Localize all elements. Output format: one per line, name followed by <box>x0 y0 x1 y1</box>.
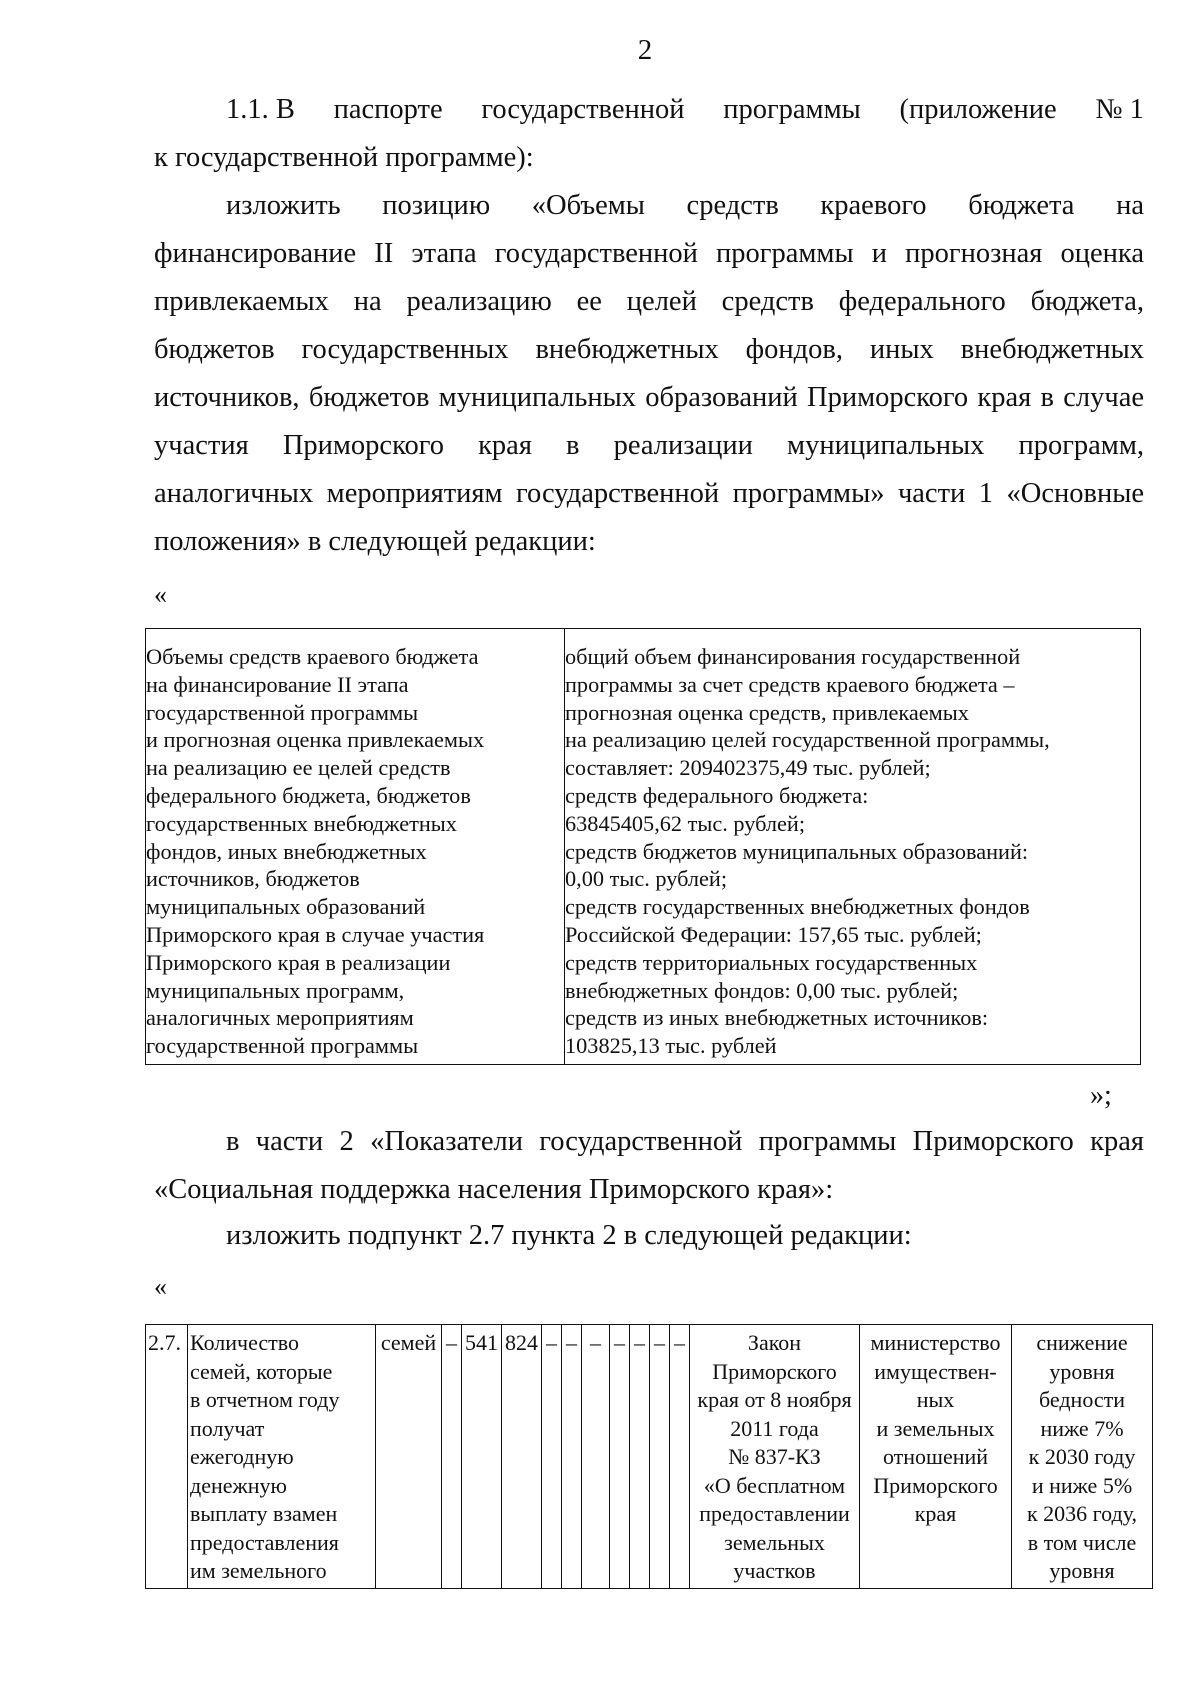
indicator-value: – <box>562 1325 582 1589</box>
passport-left-line: государственной программы <box>146 1033 419 1059</box>
passport-left-line: Приморского края в случае участия <box>146 921 485 947</box>
paragraph-1-word: государственной <box>481 94 685 125</box>
indicator-law-line: предоставлении <box>699 1501 850 1526</box>
indicator-number: 2.7. <box>146 1325 188 1589</box>
passport-left-line: государственной программы <box>146 699 419 725</box>
indicator-value: 541 <box>462 1325 502 1589</box>
page-number: 2 <box>637 34 653 66</box>
passport-right-line: общий объем финансирования государственной <box>565 644 1021 669</box>
indicator-value: – <box>442 1325 462 1589</box>
indicator-law <box>690 1325 860 1589</box>
passport-left-cell <box>146 629 565 1065</box>
indicator-name-line: семей, которые <box>190 1358 333 1384</box>
indicator-responsible-line: министерство <box>870 1330 1001 1355</box>
paragraph-4: изложить подпункт 2.7 пункта 2 в следующей редакции: <box>226 1220 912 1251</box>
indicator-goal-line: снижение <box>1036 1330 1128 1355</box>
passport-right-line: средств из иных внебюджетных источников: <box>565 1005 989 1031</box>
indicator-row-2-7 <box>146 1325 1153 1589</box>
indicator-responsible-line: ных <box>916 1387 955 1412</box>
indicator-responsible-line: отношений <box>882 1444 989 1469</box>
indicator-value: – <box>610 1325 630 1589</box>
passport-right-line: внебюджетных фондов: 0,00 тыс. рублей; <box>565 977 959 1003</box>
indicator-responsible-line: и земельных <box>876 1415 995 1441</box>
indicator-value: – <box>582 1325 610 1589</box>
indicator-law-line: Закон <box>747 1330 802 1355</box>
passport-right-line: средств государственных внебюджетных фондов <box>565 894 1030 920</box>
indicator-name-line: денежную <box>190 1472 287 1498</box>
indicator-name-line: выплату взамен <box>190 1501 338 1526</box>
passport-left-line: федерального бюджета, бюджетов <box>146 782 471 808</box>
passport-left-line: Приморского края в реализации <box>146 949 451 975</box>
indicator-name-line: ежегодную <box>190 1444 294 1469</box>
indicator-responsible <box>860 1325 1012 1589</box>
indicator-law-line: края от 8 ноября <box>697 1387 852 1412</box>
paragraph-1-line-2: к государственной программе): <box>154 142 534 173</box>
indicator-name-line: предоставления <box>190 1529 339 1555</box>
passport-table-row <box>146 629 1141 1065</box>
passport-right-cell <box>565 629 1141 1065</box>
open-quote-2: « <box>154 1272 167 1301</box>
indicator-law-line: участков <box>733 1558 816 1583</box>
passport-right-line: 103825,13 тыс. рублей <box>565 1033 777 1059</box>
paragraph-1-word: программы <box>723 94 861 125</box>
passport-left-line: на реализацию ее целей средств <box>146 755 451 781</box>
indicator-goal-line: к 2030 году <box>1028 1444 1136 1469</box>
passport-right-line: средств бюджетов муниципальных образований: <box>565 838 1029 864</box>
indicator-goal <box>1012 1325 1153 1589</box>
indicator-law-line: земельных <box>724 1529 825 1555</box>
passport-left-line: муниципальных образований <box>146 894 426 920</box>
indicator-value: – <box>650 1325 670 1589</box>
indicator-goal-line: уровня <box>1049 1358 1115 1384</box>
passport-left-line: муниципальных программ, <box>146 977 405 1003</box>
indicator-name-line: Количество <box>190 1330 300 1355</box>
paragraph-1-word: паспорте <box>333 94 443 125</box>
indicator-name-line: в отчетном году <box>190 1387 340 1412</box>
passport-right-line: программы за счет средств краевого бюджета – <box>565 671 1015 697</box>
passport-left-line: источников, бюджетов <box>146 866 360 892</box>
passport-left-line: аналогичных мероприятиям <box>146 1005 414 1031</box>
indicator-goal-line: ниже 7% <box>1040 1415 1124 1441</box>
paragraph-1-word: (приложение <box>899 94 1057 125</box>
passport-left-line: государственных внебюджетных <box>146 810 457 836</box>
indicator-value: – <box>542 1325 562 1589</box>
indicator-goal-line: в том числе <box>1027 1529 1137 1555</box>
paragraph-2: изложить позицию «Объемы средств краевого бюджета на финансирование II этапа государственной программы и прогнозная оценка привлекаемых на реализацию ее целей средств федерального бюджета, бюджетов государственных внебюджетных фондов, иных внебюджетных источников, бюджетов муниципальных образований Приморского края в случае участия Приморского края в реализации муниципальных программ, аналогичных мероприятиям государственной программы» части 1 «Основные положения» в следующей редакции: <box>154 190 1144 557</box>
indicator-law-line: Приморского <box>712 1358 837 1384</box>
indicator-name-line: им земельного <box>190 1558 327 1583</box>
indicator-goal-line: и ниже 5% <box>1031 1472 1133 1498</box>
indicator-name <box>188 1325 376 1589</box>
passport-left-line: на финансирование II этапа <box>146 671 409 697</box>
open-quote-1: « <box>154 580 167 609</box>
passport-right-line: составляет: 209402375,49 тыс. рублей; <box>565 755 931 781</box>
indicator-goal-line: к 2036 году, <box>1026 1501 1138 1526</box>
indicator-responsible-line: имуществен- <box>874 1358 997 1384</box>
indicator-unit: семей <box>376 1325 442 1589</box>
paragraph-1-word: 1.1. В <box>226 94 295 125</box>
passport-right-line: средств территориальных государственных <box>565 949 978 975</box>
passport-right-line: Российской Федерации: 157,65 тыс. рублей; <box>565 921 982 947</box>
indicator-responsible-line: Приморского <box>873 1472 998 1498</box>
indicator-law-line: 2011 года <box>730 1415 819 1441</box>
passport-right-line: прогнозная оценка средств, привлекаемых <box>565 699 969 725</box>
close-quote-1: »; <box>1090 1080 1112 1111</box>
indicators-table <box>145 1324 1153 1589</box>
indicator-responsible-line: края <box>914 1501 957 1526</box>
indicator-value: – <box>630 1325 650 1589</box>
indicator-goal-line: бедности <box>1038 1387 1126 1412</box>
passport-table <box>145 628 1141 1065</box>
indicator-law-line: № 837-КЗ <box>728 1444 821 1469</box>
indicator-law-line: «О бесплатном <box>703 1472 846 1498</box>
passport-left-line: Объемы средств краевого бюджета <box>146 644 479 669</box>
passport-right-line: на реализацию целей государственной программы, <box>565 727 1050 753</box>
passport-right-line: средств федерального бюджета: <box>565 782 869 808</box>
passport-right-line: 0,00 тыс. рублей; <box>565 866 728 892</box>
passport-left-line: и прогнозная оценка привлекаемых <box>146 727 485 753</box>
passport-left-line: фондов, иных внебюджетных <box>146 838 427 864</box>
indicator-value: 824 <box>502 1325 542 1589</box>
paragraph-1 <box>226 86 1144 134</box>
indicator-value: – <box>670 1325 690 1589</box>
indicator-goal-line: уровня <box>1049 1558 1115 1583</box>
paragraph-1-line-1 <box>226 86 1144 134</box>
paragraph-1-word: № 1 <box>1095 94 1144 125</box>
passport-right-line: 63845405,62 тыс. рублей; <box>565 810 806 836</box>
paragraph-3: в части 2 «Показатели государственной программы Приморского края «Социальная поддержка населения Приморского края»: <box>154 1126 1144 1205</box>
indicator-name-line: получат <box>190 1415 265 1441</box>
